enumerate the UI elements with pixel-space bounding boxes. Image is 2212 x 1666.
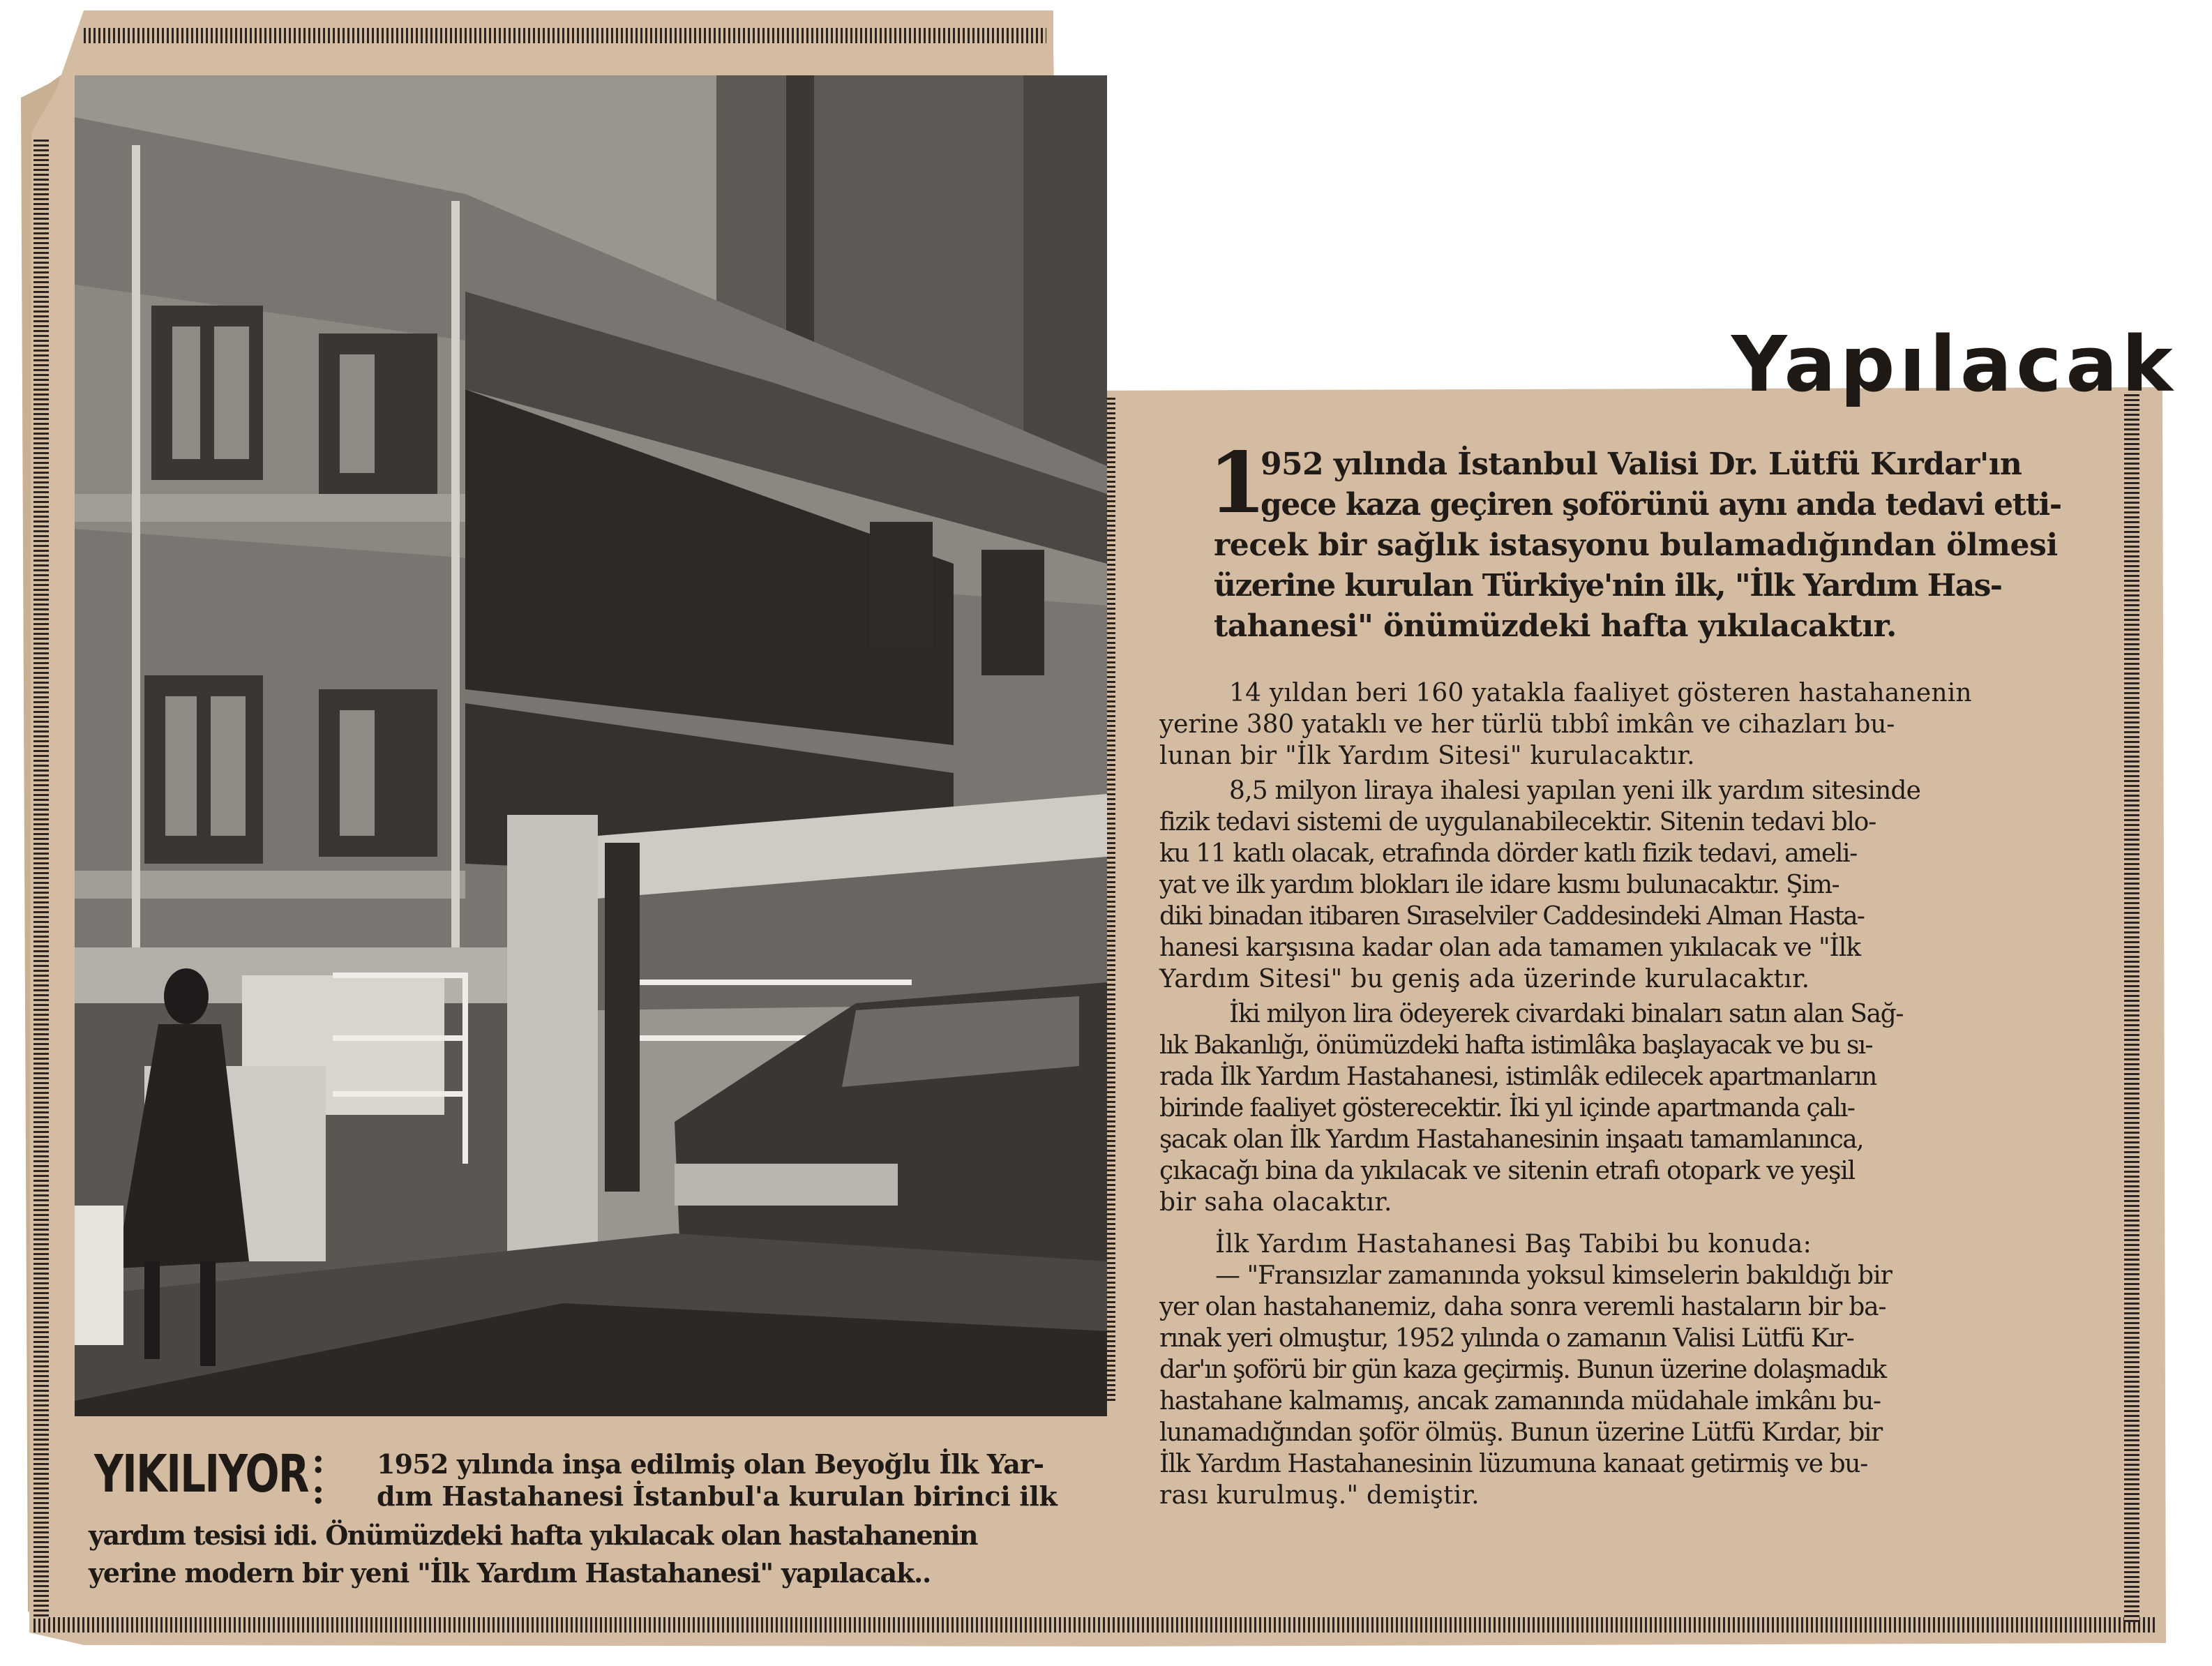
body-line-9: hanesi karşısına kadar olan ada tamamen yıkılacak ve "İlk bbox=[1159, 933, 1861, 962]
body-line-11: İki milyon lira ödeyerek civardaki binaları satın alan Sağ- bbox=[1229, 1000, 1904, 1028]
lead-line-3: recek bir sağlık istasyonu bulamadığından ölmesi bbox=[1214, 527, 2058, 563]
body-line-24: lunamadığından şoför ölmüş. Bunun üzerine Lütfü Kırdar, bir bbox=[1159, 1418, 1882, 1447]
hospital-photo bbox=[75, 75, 1107, 1416]
body-line-25: İlk Yardım Hastahanesinin lüzumuna kanaat getirmiş ve bu- bbox=[1159, 1450, 1867, 1478]
body-line-2: yerine 380 yataklı ve her türlü tıbbî imkân ve cihazları bu- bbox=[1159, 710, 1895, 739]
lead-line-1: 952 yılında İstanbul Valisi Dr. Lütfü Kırdar'ın bbox=[1261, 446, 2022, 482]
body-line-8: diki binadan itibaren Sıraselviler Caddesindeki Alman Hasta- bbox=[1159, 902, 1865, 931]
caption-headline: YIKILIYOR bbox=[94, 1444, 308, 1504]
body-line-7: yat ve ilk yardım blokları ile idare kısmı bulunacaktır. Şim- bbox=[1159, 871, 1839, 899]
body-line-20: yer olan hastahanemiz, daha sonra veremli hastaların bir ba- bbox=[1159, 1293, 1886, 1321]
lead-line-5: tahanesi" önümüzdeki hafta yıkılacaktır. bbox=[1214, 608, 1897, 644]
caption-line-1: 1952 yılında inşa edilmiş olan Beyoğlu İlk Yar- bbox=[377, 1448, 1044, 1480]
body-line-12: lık Bakanlığı, önümüzdeki hafta istimlâka başlayacak ve bu sı- bbox=[1159, 1031, 1872, 1060]
body-line-4: 8,5 milyon liraya ihalesi yapılan yeni ilk yardım sitesinde bbox=[1229, 776, 1921, 805]
body-line-14: birinde faaliyet gösterecektir. İki yıl içinde apartmanda çalı- bbox=[1159, 1094, 1855, 1123]
body-line-16: çıkacağı bina da yıkılacak ve sitenin etrafı otopark ve yeşil bbox=[1159, 1157, 1855, 1185]
bottom-rule bbox=[33, 1617, 2158, 1633]
headline-fragment bbox=[1118, 320, 2177, 409]
body-line-3: lunan bir "İlk Yardım Sitesi" kurulacaktır. bbox=[1159, 742, 1695, 770]
caption-line-4: yerine modern bir yeni "İlk Yardım Hastahanesi" yapılacak.. bbox=[89, 1557, 931, 1589]
lead-line-4: üzerine kurulan Türkiye'nin ilk, "İlk Yardım Has- bbox=[1214, 568, 2002, 603]
caption-separator bbox=[312, 1440, 325, 1512]
body-line-21: rınak yeri olmuştur, 1952 yılında o zamanın Valisi Lütfü Kır- bbox=[1159, 1324, 1854, 1353]
left-rule bbox=[33, 140, 49, 1619]
headline-fragment-text: Yapılacak bbox=[1731, 320, 2177, 409]
caption-line-3: yardım tesisi idi. Önümüzdeki hafta yıkılacak olan hastahanenin bbox=[89, 1519, 977, 1551]
right-rule bbox=[2124, 394, 2139, 1622]
body-line-26: rası kurulmuş." demiştir. bbox=[1159, 1481, 1480, 1510]
lead-line-2: gece kaza geçiren şoförünü aynı anda tedavi etti- bbox=[1261, 487, 2061, 523]
body-line-6: ku 11 katlı olacak, etrafında dörder katlı fizik tedavi, ameli- bbox=[1159, 839, 1857, 868]
body-line-1: 14 yıldan beri 160 yatakla faaliyet gösteren hastahanenin bbox=[1229, 679, 1972, 707]
body-line-13: rada İlk Yardım Hastahanesi, istimlâk edilecek apartmanların bbox=[1159, 1063, 1876, 1091]
body-line-19: — "Fransızlar zamanında yoksul kimselerin bakıldığı bir bbox=[1215, 1261, 1892, 1290]
body-line-15: şacak olan İlk Yardım Hastahanesinin inşaatı tamamlanınca, bbox=[1159, 1125, 1863, 1154]
photo-caption bbox=[80, 1437, 1109, 1612]
building-illustration bbox=[75, 75, 1107, 1416]
caption-dot-top: : bbox=[312, 1440, 325, 1481]
lead-drop-cap: 1 bbox=[1208, 434, 1267, 532]
column-rule bbox=[1106, 398, 1115, 1402]
body-line-5: fizik tedavi sistemi de uygulanabilecektir. Sitenin tedavi blo- bbox=[1159, 808, 1876, 836]
caption-line-2: dım Hastahanesi İstanbul'a kurulan birinci ilk bbox=[377, 1480, 1058, 1512]
caption-dot-bottom: : bbox=[312, 1471, 325, 1512]
body-line-10: Yardım Sitesi" bu geniş ada üzerinde kurulacaktır. bbox=[1159, 965, 1810, 993]
body-line-22: dar'ın şoförü bir gün kaza geçirmiş. Bunun üzerine dolaşmadık bbox=[1159, 1356, 1886, 1384]
body-line-18: İlk Yardım Hastahanesi Baş Tabibi bu konuda: bbox=[1215, 1230, 1812, 1259]
body-line-23: hastahane kalmamış, ancak zamanında müdahale imkânı bu- bbox=[1159, 1387, 1881, 1416]
top-rule bbox=[84, 28, 1046, 43]
body-line-17: bir saha olacaktır. bbox=[1159, 1188, 1392, 1217]
